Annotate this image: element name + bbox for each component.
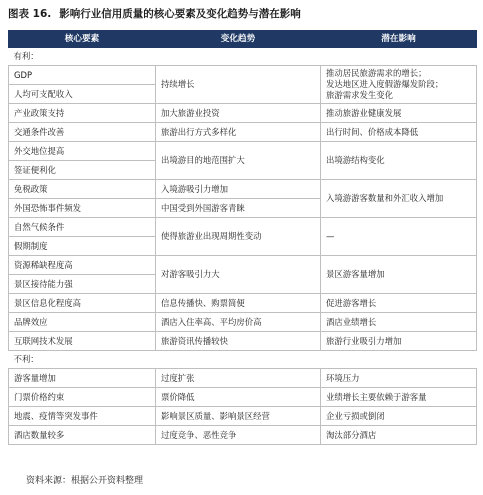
impact-cell: 景区游客量增加 bbox=[321, 256, 477, 294]
factor-text: 景区接待能力强 bbox=[9, 274, 155, 293]
trend-cell: 票价降低 bbox=[156, 388, 321, 407]
table-row bbox=[9, 313, 477, 332]
table-row bbox=[9, 104, 477, 123]
table-row bbox=[9, 180, 477, 218]
impact-line: 旅游需求发生变化 bbox=[326, 90, 393, 100]
factor-cell: 门票价格约束 bbox=[9, 388, 156, 407]
factor-cell: 交通条件改善 bbox=[9, 123, 156, 142]
table-row bbox=[9, 407, 477, 426]
factor-cell: 游客量增加 bbox=[9, 369, 156, 388]
impact-cell: 企业亏损或倒闭 bbox=[321, 407, 477, 426]
table-row bbox=[9, 256, 477, 294]
factor-text: 外交地位提高 bbox=[14, 146, 65, 156]
table-row bbox=[9, 369, 477, 388]
factor-text: GDP bbox=[14, 70, 32, 80]
figure-number: 图表 16. bbox=[8, 8, 52, 20]
table-header-row bbox=[9, 31, 477, 48]
trend-text: 中国受到外国游客青睐 bbox=[156, 198, 320, 217]
table-row bbox=[9, 218, 477, 256]
factor-cell bbox=[9, 218, 156, 256]
trend-cell: 加大旅游业投资 bbox=[156, 104, 321, 123]
figure-title bbox=[8, 6, 478, 22]
table-row bbox=[9, 388, 477, 407]
trend-cell: 对游客吸引力大 bbox=[156, 256, 321, 294]
impact-cell: 促进游客增长 bbox=[321, 294, 477, 313]
factor-cell: 地震、疫情等突发事件 bbox=[9, 407, 156, 426]
table-row bbox=[9, 142, 477, 180]
impact-line: 推动居民旅游需求的增长； bbox=[326, 68, 427, 78]
impact-cell: — bbox=[321, 218, 477, 256]
table-row bbox=[9, 332, 477, 351]
factor-cell: 互联网技术发展 bbox=[9, 332, 156, 351]
impact-cell: 入境游游客数量和外汇收入增加 bbox=[321, 180, 477, 218]
impact-cell: 业绩增长主要依赖于游客量 bbox=[321, 388, 477, 407]
table-row bbox=[9, 426, 477, 445]
table-row bbox=[9, 123, 477, 142]
factor-cell: 酒店数量较多 bbox=[9, 426, 156, 445]
table-row bbox=[9, 294, 477, 313]
header-core-factor: 核心要素 bbox=[9, 31, 156, 48]
figure-caption: 影响行业信用质量的核心要素及变化趋势与潜在影响 bbox=[59, 8, 301, 20]
factor-cell bbox=[9, 66, 156, 104]
factor-text: 资源稀缺程度高 bbox=[14, 260, 73, 270]
factor-cell bbox=[9, 256, 156, 294]
impact-cell: 出境游结构变化 bbox=[321, 142, 477, 180]
header-trend: 变化趋势 bbox=[156, 31, 321, 48]
impact-cell: 环境压力 bbox=[321, 369, 477, 388]
trend-cell: 旅游出行方式多样化 bbox=[156, 123, 321, 142]
impact-cell: 推动旅游业健康发展 bbox=[321, 104, 477, 123]
trend-cell: 旅游资讯传播较快 bbox=[156, 332, 321, 351]
impact-cell: 旅游行业吸引力增加 bbox=[321, 332, 477, 351]
impact-cell: 出行时间、价格成本降低 bbox=[321, 123, 477, 142]
factor-text: 签证便利化 bbox=[9, 160, 155, 179]
table-row bbox=[9, 66, 477, 104]
factor-text: 假期制度 bbox=[9, 236, 155, 255]
factor-cell bbox=[9, 142, 156, 180]
impact-cell: 酒店业绩增长 bbox=[321, 313, 477, 332]
impact-cell bbox=[321, 66, 477, 104]
impact-line: 发达地区进入度假游爆发阶段； bbox=[326, 79, 444, 89]
trend-cell: 过度竞争、恶性竞争 bbox=[156, 426, 321, 445]
section-label-unfavorable: 不利： bbox=[9, 351, 477, 369]
factor-text: 免税政策 bbox=[14, 184, 48, 194]
factor-cell: 景区信息化程度高 bbox=[9, 294, 156, 313]
source-note: 资料来源：根据公开资料整理 bbox=[26, 476, 144, 486]
factor-cell bbox=[9, 180, 156, 218]
trend-cell: 出境游目的地范围扩大 bbox=[156, 142, 321, 180]
trend-cell: 酒店入住率高、平均房价高 bbox=[156, 313, 321, 332]
factor-text: 外国恐怖事件频发 bbox=[9, 198, 155, 217]
section-row-unfavorable bbox=[9, 351, 477, 369]
trend-cell: 过度扩张 bbox=[156, 369, 321, 388]
impact-cell: 淘汰部分酒店 bbox=[321, 426, 477, 445]
header-impact: 潜在影响 bbox=[321, 31, 477, 48]
section-label-favorable: 有利： bbox=[9, 48, 477, 66]
trend-cell bbox=[156, 180, 321, 218]
section-row-favorable bbox=[9, 48, 477, 66]
factor-text: 人均可支配收入 bbox=[9, 84, 155, 103]
trend-cell: 信息传播快、购票简便 bbox=[156, 294, 321, 313]
trend-cell: 使得旅游业出现周期性变动 bbox=[156, 218, 321, 256]
factor-cell: 品牌效应 bbox=[9, 313, 156, 332]
trend-cell: 持续增长 bbox=[156, 66, 321, 104]
factor-cell: 产业政策支持 bbox=[9, 104, 156, 123]
trend-text: 入境游吸引力增加 bbox=[161, 184, 228, 194]
core-factors-table bbox=[8, 30, 477, 445]
factor-text: 自然气候条件 bbox=[14, 222, 65, 232]
trend-cell: 影响景区质量、影响景区经营 bbox=[156, 407, 321, 426]
